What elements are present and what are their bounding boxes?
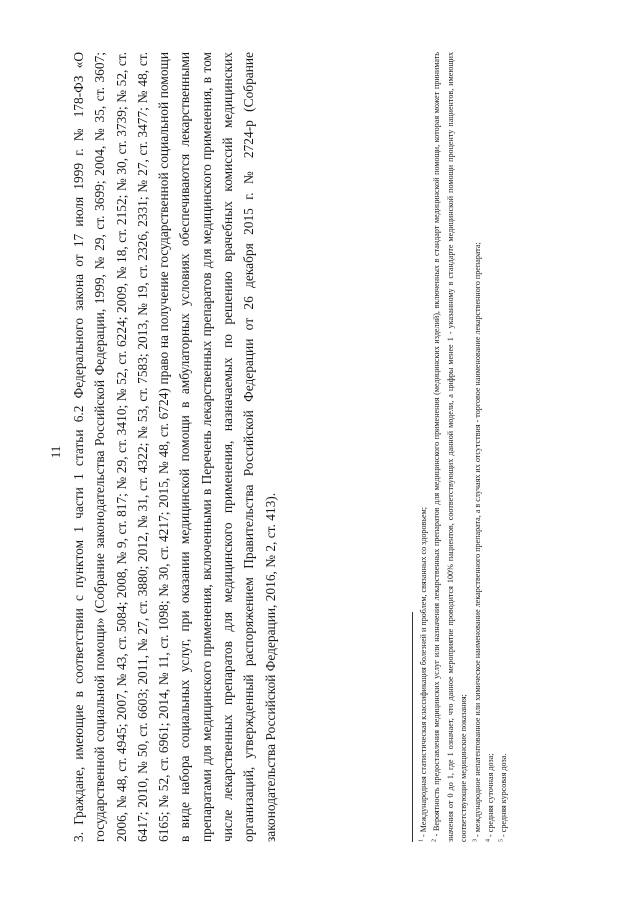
footnote-text: - Вероятность предоставления медицинских услуг или назначения лекарственных препаратов для медицинского применения (медицинских изделий), включенных в стандарт медицинской помощи, которая может принимать значения от 0 до 1, где 1 означает, что данное мероприятие проводится 100% пациентов, соответствующих данной модели, а цифры менее 1 - указанному в стандарте медицинской помощи проценту пациентов, имеющих соответствующие медицинские показания; [432,52,469,842]
footnote-divider [412,612,413,842]
footnote-1 [417,52,430,842]
footnote-mark: 4 [485,839,492,842]
rotated-page [40,32,620,872]
footnote-mark: 1 [418,839,425,842]
page-number: 11 [48,445,63,459]
footnote-text: - международное непатентованное или химическое наименование лекарственного препарата, а в случаях их отсутствия - торговое наименование лекарственного препарата; [472,242,482,839]
main-paragraph: 3. Граждане, имеющие в соответствии с пунктом 1 части 1 статьи 6.2 Федерального закона от 17 июля 1999 г. № 178-ФЗ «О государственной социальной помощи» (Собрание законодательства Российской Федерации, 1999, № 29, ст. 3699; 2004, № 35, ст. 3607; 2006, № 48, ст. 4945; 2007, № 43, ст. 5084; 2008, № 9, ст. 817; № 29, ст. 3410; № 52, ст. 6224; 2009, № 18, ст. 2152; № 30, ст. 3739; № 52, ст. 6417; 2010, № 50, ст. 6603; 2011, № 27, ст. 3880; 2012, № 31, ст. 4322; № 53, ст. 7583; 2013, № 19, ст. 2326, 2331; № 27, ст. 3477; № 48, ст. 6165; № 52, ст. 6961; 2014, № 11, ст. 1098; № 30, ст. 4217; 2015, № 48, ст. 6724) право на получение государственной социальной помощи в виде набора социальных услуг, при оказании медицинской помощи в амбулаторных условиях обеспечиваются лекарственными препаратами для медицинского применения, включенными в Перечень лекарственных препаратов для медицинского применения, в том числе лекарственных препаратов для медицинского применения, назначаемых по решению врачебных комиссий медицинских организаций, утвержденный распоряжением Правительства Российской Федерации от 26 декабря 2015 г. № 2724-р (Собрание законодательства Российской Федерации, 2016, № 2, ст. 413). [71,52,278,842]
footnote-mark: 3 [471,839,478,842]
footnote-text: - Международная статистическая классификация болезней и проблем, связанных со здоровьем; [419,507,428,839]
footnote-5 [497,52,510,842]
footnote-3 [471,52,484,842]
footnote-text: - средняя суточная доза; [486,753,496,839]
footnote-mark: 2 [431,839,438,842]
footnote-4 [484,52,497,842]
footnote-text: - средняя курсовая доза. [499,753,509,839]
footnote-mark: 5 [498,839,505,842]
footnote-2 [430,52,470,842]
footnotes [417,52,511,842]
